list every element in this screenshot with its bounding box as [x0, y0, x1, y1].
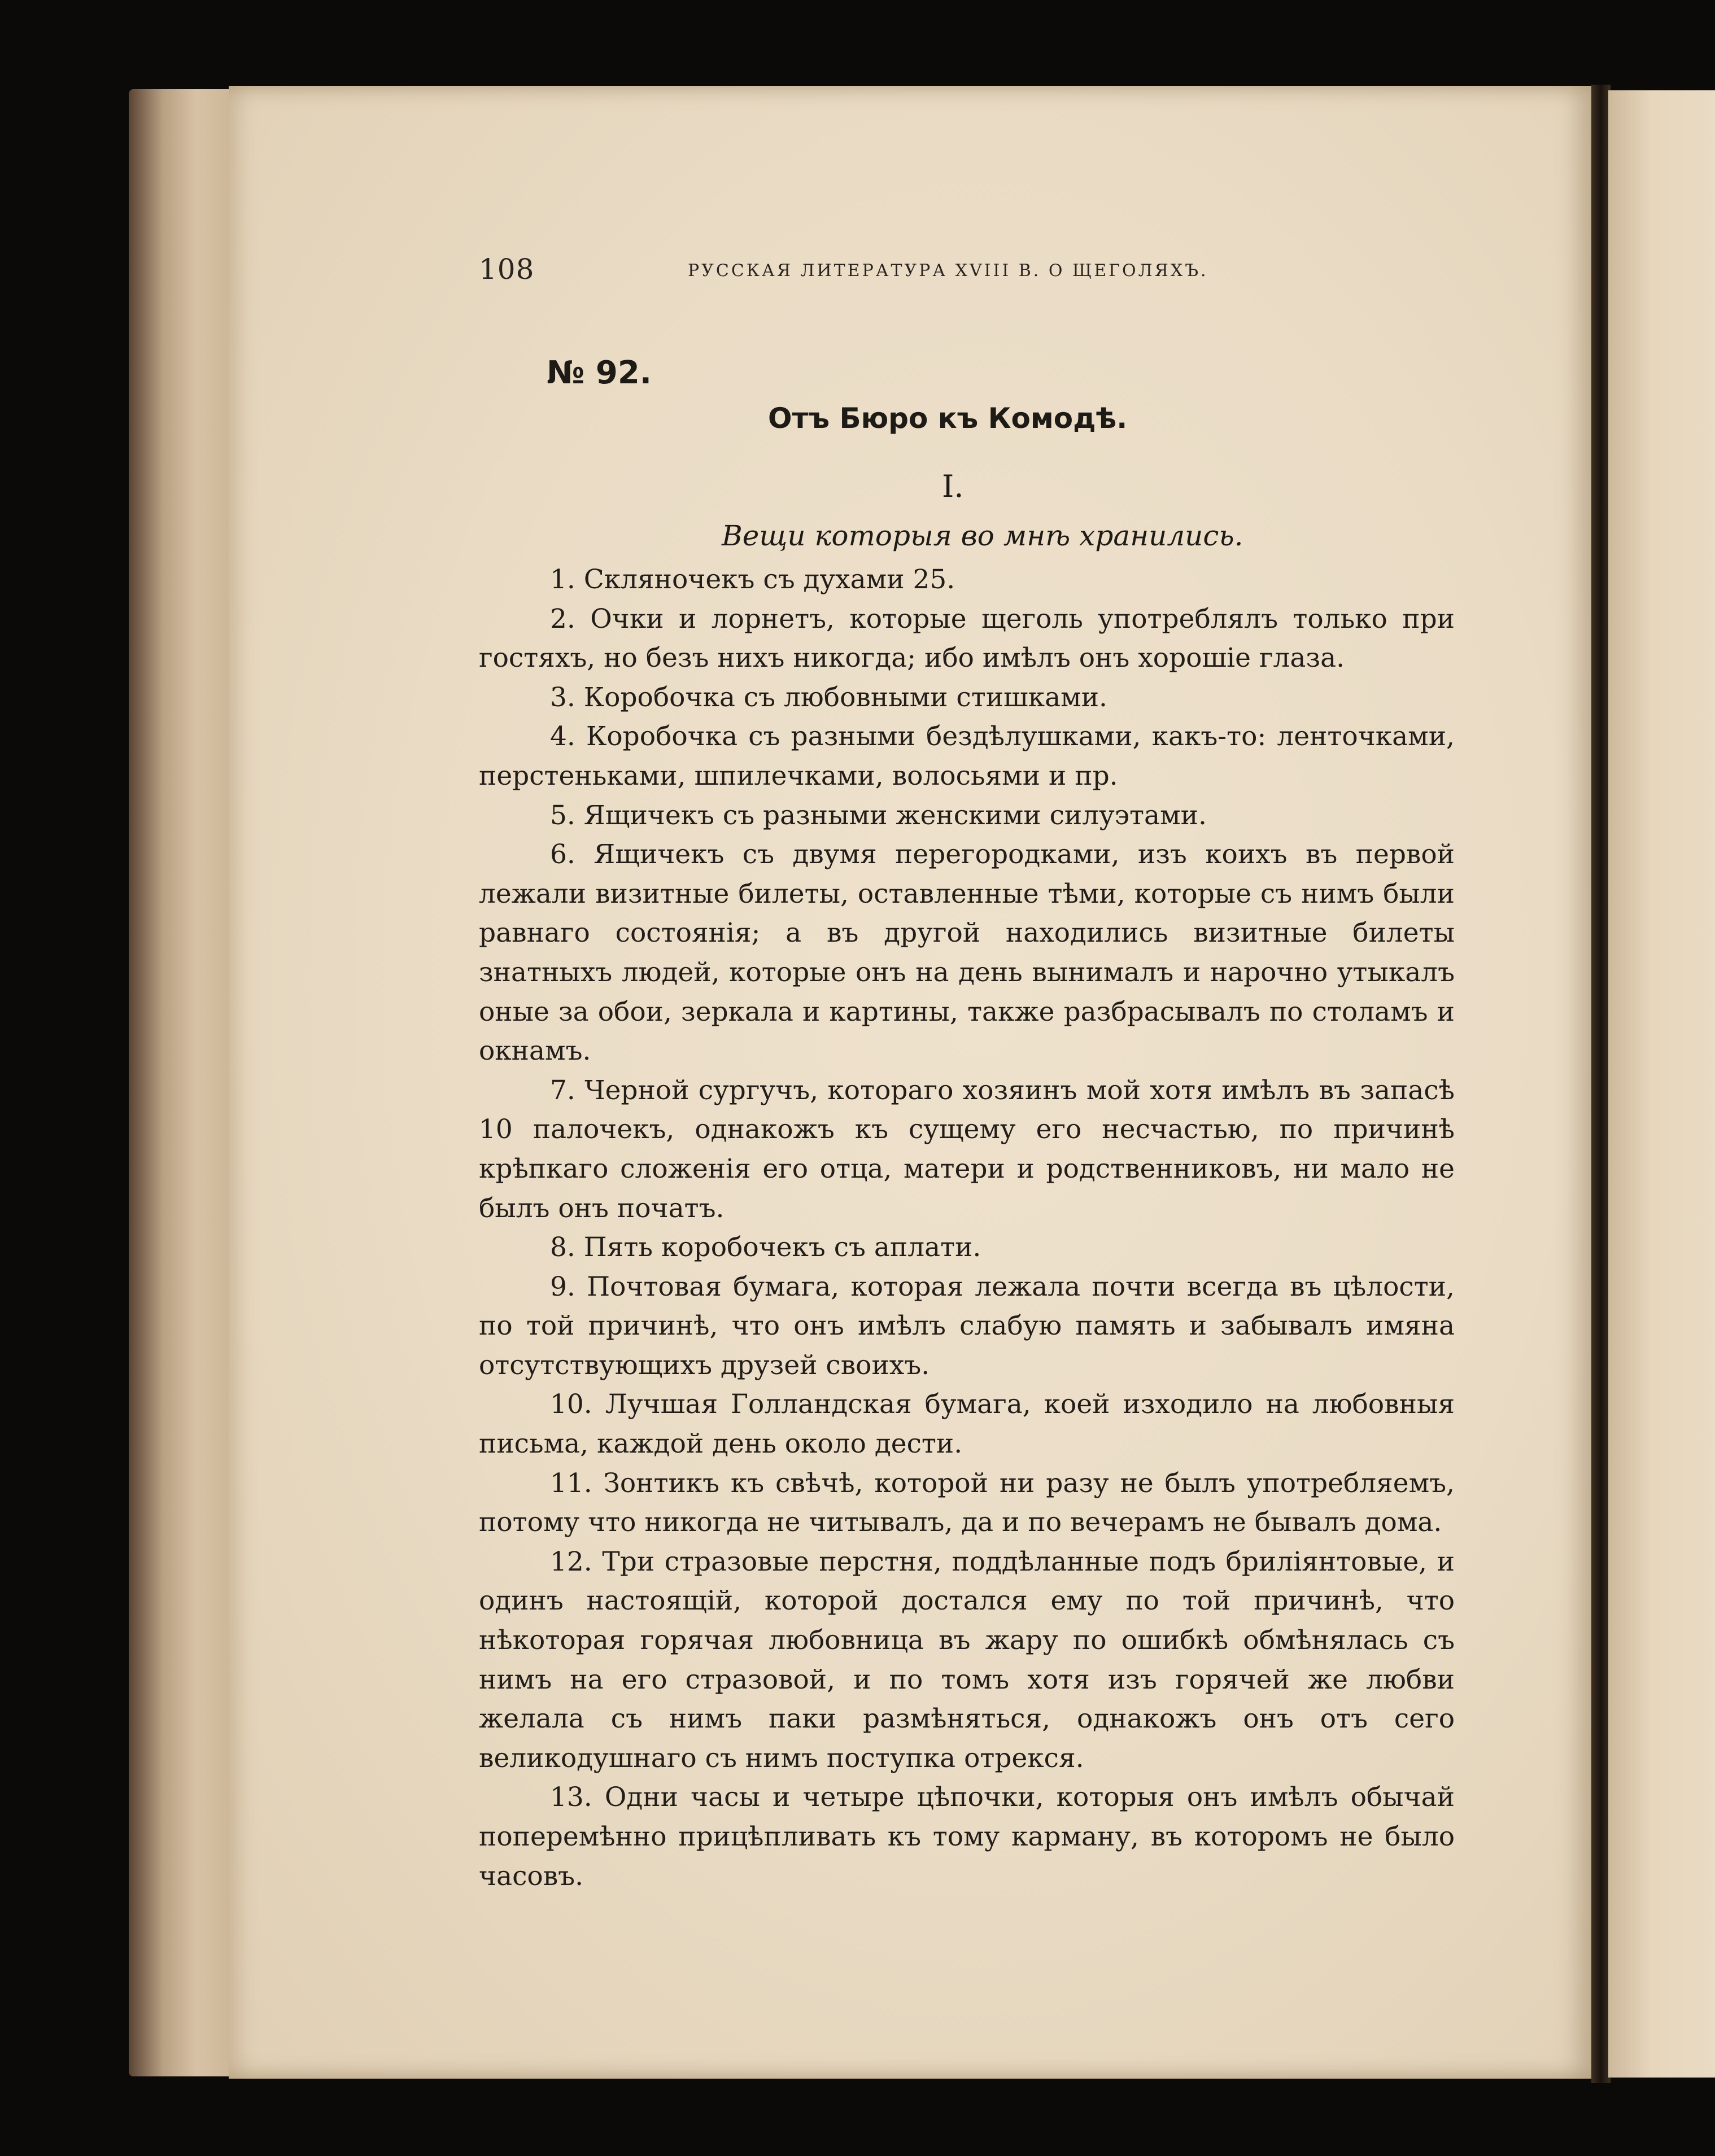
list-item: 10. Лучшая Голландская бумага, коей изходило на любовныя письма, каждой день около дести. [479, 1389, 1455, 1460]
list-item: 3. Коробочка съ любовными стишками. [550, 681, 1107, 713]
facing-page-edge [1608, 90, 1715, 2078]
page-number: 108 [479, 253, 535, 286]
section-subtitle: Вещи которыя во мнѣ хранились. [722, 519, 1243, 552]
book-page-edges [129, 89, 242, 2076]
article-number: № 92. [547, 355, 652, 391]
running-title: РУССКАЯ ЛИТЕРАТУРА XVIII В. О ЩЕГОЛЯХЪ. [688, 261, 1208, 281]
list-item: 5. Ящичекъ съ разными женскими силуэтами. [550, 799, 1207, 831]
list-item: 7. Черной сургучъ, котораго хозяинъ мой хотя имѣлъ въ запасѣ 10 палочекъ, однакожъ къ сущему его несчастью, по причинѣ крѣпкаго сложенія его отца, матери и родственниковъ, ни мало не былъ онъ початъ. [479, 1074, 1455, 1224]
list-item: 13. Одни часы и четыре цѣпочки, которыя онъ имѣлъ обычай поперемѣнно прицѣпливать къ тому карману, въ которомъ не было часовъ. [479, 1782, 1455, 1892]
list-item: 11. Зонтикъ къ свѣчѣ, которой ни разу не былъ употребляемъ, потому что никогда не читывалъ, да и по вечерамъ не бывалъ дома. [479, 1467, 1455, 1538]
list-item: 4. Коробочка съ разными бездѣлушками, какъ-то: ленточками, перстеньками, шпилечками, волосьями и пр. [479, 721, 1455, 791]
list-item: 9. Почтовая бумага, которая лежала почти всегда въ цѣлости, по той причинѣ, что онъ имѣлъ слабую память и забывалъ имяна отсутствующихъ друзей своихъ. [479, 1271, 1455, 1381]
page-header [479, 253, 1450, 287]
list-item: 12. Три стразовые перстня, поддѣланные подъ бриліянтовые, и одинъ настоящій, которой достался ему по той причинѣ, что нѣкоторая горячая любовница въ жару по ошибкѣ обмѣнялась съ нимъ на его стразовой, и по томъ хотя изъ горячей же любви желала съ нимъ паки размѣняться, однакожъ онъ отъ сего великодушнаго съ нимъ поступка отрекся. [479, 1546, 1455, 1774]
list-item: 2. Очки и лорнетъ, которые щеголь употреблялъ только при гостяхъ, но безъ нихъ никогда; ибо имѣлъ онъ хорошіе глаза. [479, 603, 1455, 674]
list-item: 1. Скляночекъ съ духами 25. [550, 564, 955, 595]
article-title: Отъ Бюро къ Комодѣ. [768, 402, 1128, 435]
section-number: I. [942, 469, 964, 504]
item-list [479, 560, 1455, 1896]
list-item: 8. Пять коробочекъ съ аплати. [550, 1232, 981, 1263]
book-gutter [1591, 85, 1611, 2083]
list-item: 6. Ящичекъ съ двумя перегородками, изъ коихъ въ первой лежали визитные билеты, оставленные тѣми, которые съ нимъ были равнаго состоянія; а въ другой находились визитные билеты знатныхъ людей, которые онъ на день вынималъ и нарочно утыкалъ оные за обои, зеркала и картины, также разбрасывалъ по столамъ и окнамъ. [479, 839, 1455, 1067]
